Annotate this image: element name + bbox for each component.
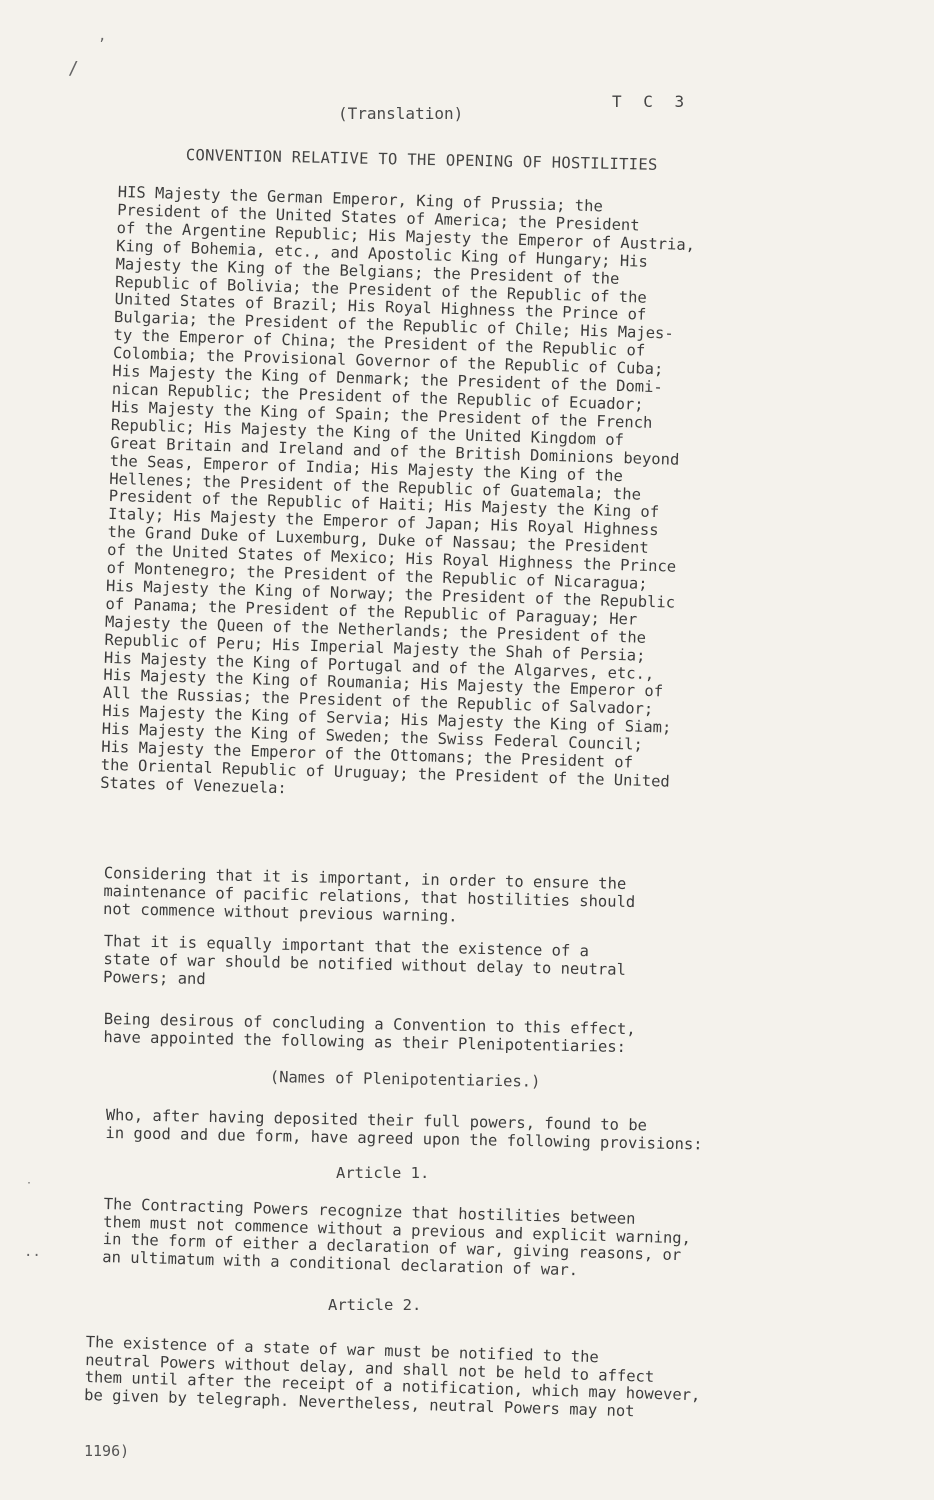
margin-mark: , [98,28,107,44]
equally-paragraph: That it is equally important that the existence of a state of war should be notified without delay to neutral Powers; and [102,932,627,989]
margin-mark: / [68,58,79,79]
document-code: T C 3 [612,92,691,111]
article-1-heading: Article 1. [336,1164,430,1182]
who-paragraph: Who, after having deposited their full powers, found to be in good and due form, have agreed upon the following provisions: [105,1106,703,1154]
page-number: 1196) [84,1442,130,1460]
plenipotentiaries-note: (Names of Plenipotentiaries.) [269,1068,541,1091]
margin-mark: · [26,1178,33,1189]
document-title: CONVENTION RELATIVE TO THE OPENING OF HOSTILITIES [185,146,658,174]
article-2-heading: Article 2. [328,1296,422,1314]
preamble-paragraph: HIS Majesty the German Emperor, King of Prussia; the President of the United States of America; the President of the Argentine Republic; His Majesty the Emperor of Austria, King of Bohemia, etc., and Apostolic King of Hungary; His Majesty the King of the Belgians; the President of the Republic of Bolivia; the President of the Republic of the United States of Brazil; His Royal Highness the Prince of Bulgaria; the President of the Republic of Chile; His Majes- ty the Emperor of China; the President of the Republic of Colombia; the Provisional Governor of the Republic of Cuba; His Majesty the King of Denmark; the President of the Domi- nican Republic; the President of the Republic of Ecuador; His Majesty the King of Spain; the President of the French Republic; His Majesty the King of the United Kingdom of Great Britain and Ireland and of the British Dominions beyond the Seas, Emperor of India; His Majesty the King of the Hellenes; the President of the Republic of Guatemala; the President of the Republic of Haiti; His Majesty the King of Italy; His Majesty the Emperor of Japan; His Royal Highness the Grand Duke of Luxemburg, Duke of Nassau; the President of the United States of Mexico; His Royal Highness the Prince of Montenegro; the President of the Republic of Nicaragua; His Majesty the King of Norway; the President of the Republic of Panama; the President of the Republic of Paraguay; Her Majesty the Queen of the Netherlands; the President of the Republic of Peru; His Imperial Majesty the Shah of Persia; His Majesty the King of Portugal and of the Algarves, etc., His Majesty the King of Roumania; His Majesty the Emperor of All the Russias; the President of the Republic of Salvador; His Majesty the King of Servia; His Majesty the King of Siam; His Majesty the King of Sweden; the Swiss Federal Council; His Majesty the Emperor of the Ottomans; the President of the Oriental Republic of Uruguay; the President of the United States of Venezuela: [99,183,696,798]
article-1-text: The Contracting Powers recognize that hostilities between them must not commence without a previous and explicit warning, in the form of either a declaration of war, giving reasons, or an ultimatum with a conditional declaration of war. [102,1195,692,1280]
considering-paragraph: Considering that it is important, in order to ensure the maintenance of pacific relations, that hostilities should not commence without previous warning. [102,864,636,926]
desirous-paragraph: Being desirous of concluding a Convention to this effect, have appointed the following as their Plenipotentiaries: [103,1010,636,1057]
article-2-text: The existence of a state of war must be notified to the neutral Powers without delay, and shall not be held to affect them until after the receipt of a notification, which may however, be given by telegraph. Nevertheless, neutral Powers may not [83,1333,701,1421]
translation-note: (Translation) [338,104,464,123]
margin-mark: ·· [24,1248,41,1264]
